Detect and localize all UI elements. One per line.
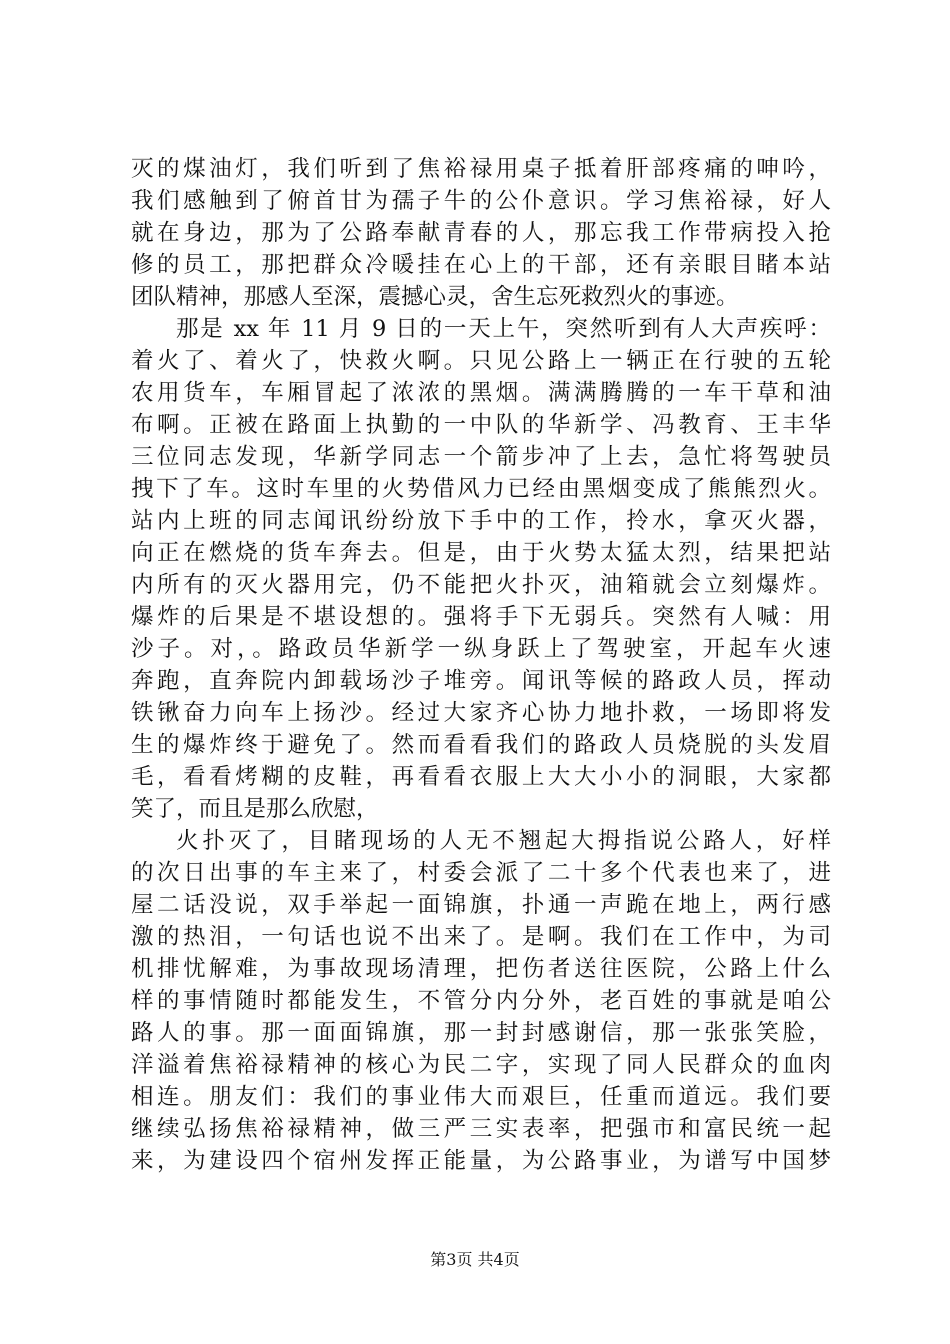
text-line: 来，为建设四个宿州发挥正能量，为公路事业，为谱写中国梦 — [131, 1148, 831, 1174]
text-line: 样的事情随时都能发生，不管分内分外，老百姓的事就是咱公 — [131, 988, 831, 1014]
text-line: 路人的事。那一面面锦旗，那一封封感谢信，那一张张笑脸， — [131, 1020, 831, 1046]
text-line: 屋二话没说，双手举起一面锦旗，扑通一声跪在地上，两行感 — [131, 892, 831, 918]
text-line: 拽下了车。这时车里的火势借风力已经由黑烟变成了熊熊烈火。 — [131, 476, 831, 502]
text-line: 团队精神，那感人至深，震撼心灵，舍生忘死救烈火的事迹。 — [131, 284, 739, 310]
text-line: 沙子。对，。路政员华新学一纵身跃上了驾驶室，开起车火速 — [131, 636, 831, 662]
text-line: 三位同志发现，华新学同志一个箭步冲了上去，急忙将驾驶员 — [131, 444, 831, 470]
text-line: 内所有的灭火器用完，仍不能把火扑灭，油箱就会立刻爆炸。 — [131, 572, 831, 598]
text-line: 铁锹奋力向车上扬沙。经过大家齐心协力地扑救，一场即将发 — [131, 700, 831, 726]
text-line: 毛，看看烤糊的皮鞋，再看看衣服上大大小小的洞眼，大家都 — [131, 764, 831, 790]
text-line: 激的热泪，一句话也说不出来了。是啊。我们在工作中，为司 — [131, 924, 831, 950]
text-line: 向正在燃烧的货车奔去。但是，由于火势太猛太烈，结果把站 — [131, 540, 831, 566]
text-line: 机排忧解难，为事故现场清理，把伤者送往医院，公路上什么 — [131, 956, 831, 982]
text-line: 灭的煤油灯，我们听到了焦裕禄用桌子抵着肝部疼痛的呻吟， — [131, 156, 831, 182]
text-line: 农用货车，车厢冒起了浓浓的黑烟。满满腾腾的一车干草和油 — [131, 380, 831, 406]
text-line: 奔跑，直奔院内卸载场沙子堆旁。闻讯等候的路政人员，挥动 — [131, 668, 831, 694]
text-line: 的次日出事的车主来了，村委会派了二十多个代表也来了，进 — [131, 860, 831, 886]
text-line: 我们感触到了俯首甘为孺子牛的公仆意识。学习焦裕禄，好人 — [131, 188, 831, 214]
text-line: 继续弘扬焦裕禄精神，做三严三实表率，把强市和富民统一起 — [131, 1116, 831, 1142]
text-line: 布啊。正被在路面上执勤的一中队的华新学、冯教育、王丰华 — [131, 412, 831, 438]
text-line: 相连。朋友们：我们的事业伟大而艰巨，任重而道远。我们要 — [131, 1084, 831, 1110]
page-number-footer: 第3页 共4页 — [430, 1250, 520, 1269]
text-line: 站内上班的同志闻讯纷纷放下手中的工作，拎水，拿灭火器， — [131, 508, 831, 534]
text-line: 着火了、着火了，快救火啊。只见公路上一辆正在行驶的五轮 — [131, 348, 831, 374]
text-line: 洋溢着焦裕禄精神的核心为民二字，实现了同人民群众的血肉 — [131, 1052, 831, 1078]
paragraph-first-line: 火扑灭了，目睹现场的人无不翘起大拇指说公路人，好样 — [176, 828, 831, 854]
text-line: 生的爆炸终于避免了。然而看看我们的路政人员烧脱的头发眉 — [131, 732, 831, 758]
text-line: 就在身边，那为了公路奉献青春的人，那忘我工作带病投入抢 — [131, 220, 831, 246]
document-body — [131, 153, 831, 1177]
text-line: 修的员工，那把群众冷暖挂在心上的干部，还有亲眼目睹本站 — [131, 252, 831, 278]
text-line: 爆炸的后果是不堪设想的。强将手下无弱兵。突然有人喊：用 — [131, 604, 831, 630]
text-line: 笑了，而且是那么欣慰， — [131, 796, 379, 822]
paragraph-first-line: 那是 xx 年 11 月 9 日的一天上午，突然听到有人大声疾呼： — [176, 316, 831, 342]
